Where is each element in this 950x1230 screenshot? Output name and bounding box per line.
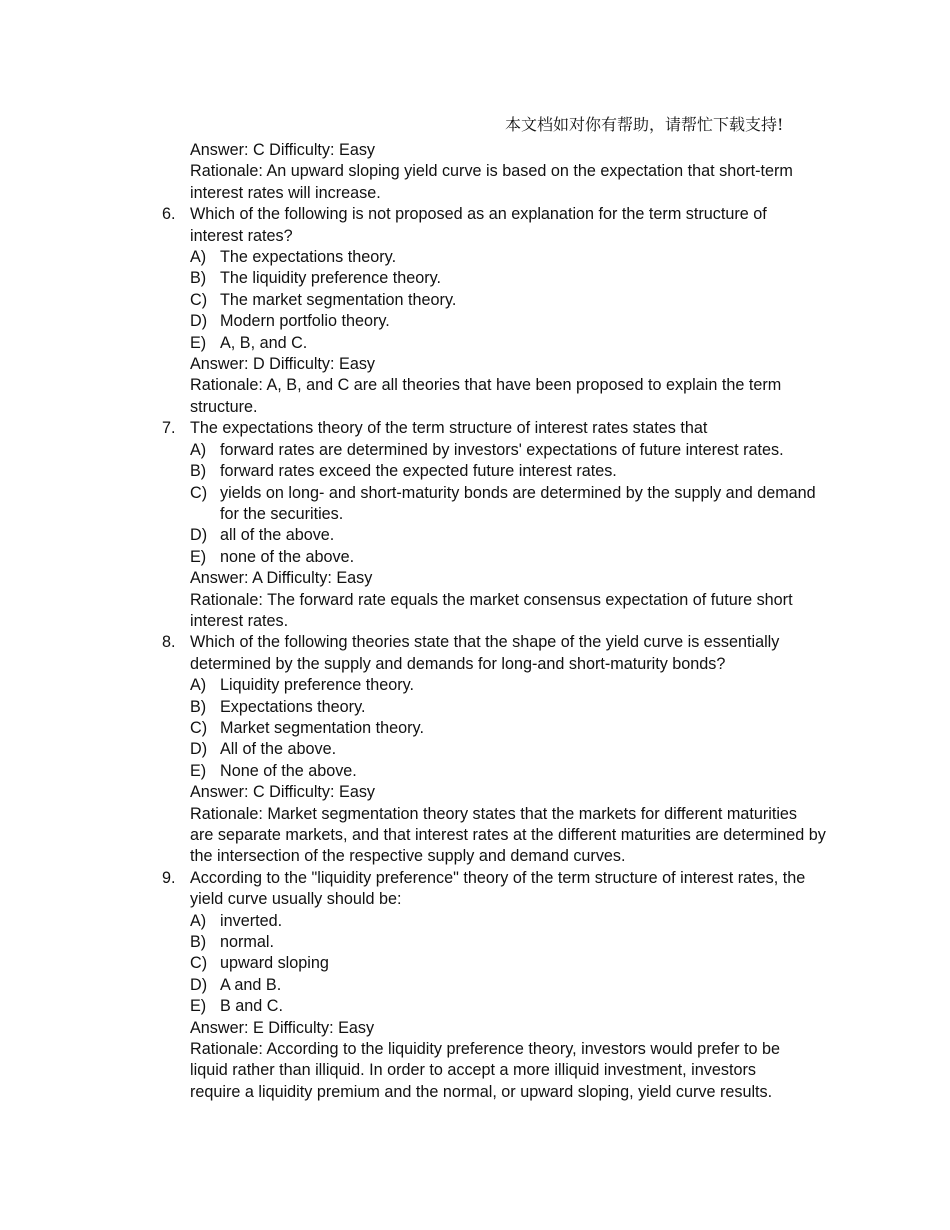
- option-text: The expectations theory.: [220, 248, 397, 267]
- question-text: yield curve usually should be:: [190, 890, 402, 909]
- answer-line: Answer: C Difficulty: Easy: [190, 141, 376, 159]
- question-text: The expectations theory of the term structure of interest rates states that: [190, 419, 708, 438]
- question-text-line: [160, 226, 880, 247]
- option-text: normal.: [220, 933, 274, 952]
- option-letter: A): [190, 676, 207, 695]
- option-text: for the securities.: [220, 504, 344, 523]
- option-letter: D): [190, 312, 208, 331]
- option-line: [160, 739, 880, 760]
- option-line: [160, 525, 880, 546]
- question-block: [160, 418, 880, 632]
- question-number: 9.: [162, 868, 176, 887]
- rationale-line: Rationale: Market segmentation theory states that the markets for different maturities: [190, 804, 798, 823]
- option-letter: C): [190, 290, 208, 309]
- option-line: [160, 953, 880, 974]
- answer-line: Answer: E Difficulty: Easy: [190, 1018, 375, 1037]
- option-text: forward rates exceed the expected future interest rates.: [220, 462, 617, 481]
- option-text: all of the above.: [220, 526, 335, 545]
- rationale-line: interest rates will increase.: [190, 183, 381, 202]
- rationale-line: liquid rather than illiquid. In order to accept a more illiquid investment, investors: [190, 1061, 756, 1080]
- option-letter: C): [190, 483, 208, 502]
- question-text: According to the "liquidity preference" theory of the term structure of interest rates, the: [190, 868, 806, 887]
- question-number: 7.: [162, 419, 176, 438]
- option-line: [160, 761, 880, 782]
- option-line: [160, 268, 880, 289]
- option-line: [160, 975, 880, 996]
- option-letter: C): [190, 718, 208, 737]
- rationale-line: are separate markets, and that interest rates at the different maturities are determined by: [190, 826, 826, 844]
- option-text: none of the above.: [220, 547, 355, 566]
- question-block: [160, 632, 880, 867]
- option-text: Market segmentation theory.: [220, 718, 424, 737]
- option-text: Liquidity preference theory.: [220, 676, 415, 695]
- option-line: [160, 311, 880, 332]
- option-letter: B): [190, 933, 207, 952]
- question-list: [160, 204, 880, 1103]
- document-body: [160, 140, 880, 1103]
- option-letter: A): [190, 911, 207, 930]
- option-letter: D): [190, 740, 208, 759]
- question-block: [160, 868, 880, 1103]
- option-text: inverted.: [220, 911, 283, 930]
- question-block: [160, 204, 880, 418]
- option-line: [160, 675, 880, 696]
- question-text: determined by the supply and demands for long-and short-maturity bonds?: [190, 654, 726, 673]
- rationale-line: Rationale: According to the liquidity preference theory, investors would prefer to be: [190, 1040, 780, 1059]
- option-text: B and C.: [220, 997, 283, 1016]
- option-text: None of the above.: [220, 761, 357, 780]
- option-letter: C): [190, 954, 208, 973]
- option-text: Expectations theory.: [220, 697, 366, 716]
- option-letter: B): [190, 269, 207, 288]
- question-text: Which of the following theories state that the shape of the yield curve is essentially: [190, 633, 780, 652]
- option-line: [160, 718, 880, 739]
- option-line: [160, 547, 880, 568]
- rationale-line: Rationale: An upward sloping yield curve is based on the expectation that short-term: [190, 162, 793, 181]
- option-letter: D): [190, 526, 208, 545]
- option-text: A, B, and C.: [220, 333, 308, 352]
- option-letter: A): [190, 248, 207, 267]
- answer-line: Answer: D Difficulty: Easy: [190, 355, 376, 374]
- question-text: interest rates?: [190, 226, 293, 245]
- option-text: forward rates are determined by investors' expectations of future interest rates.: [220, 440, 784, 459]
- option-letter: E): [190, 761, 207, 780]
- question-text-line: [160, 889, 880, 910]
- question-text-line: [160, 418, 880, 439]
- option-line: [160, 440, 880, 461]
- rationale-line: Rationale: A, B, and C are all theories that have been proposed to explain the term: [190, 376, 782, 395]
- option-text: upward sloping: [220, 954, 329, 973]
- option-line: [160, 483, 880, 504]
- option-line: [160, 697, 880, 718]
- rationale-line: interest rates.: [190, 611, 289, 630]
- option-text: The liquidity preference theory.: [220, 269, 442, 288]
- answer-line: Answer: C Difficulty: Easy: [190, 783, 376, 802]
- question-text-line: [160, 868, 880, 889]
- option-letter: A): [190, 440, 207, 459]
- option-letter: E): [190, 997, 207, 1016]
- rationale-line: Rationale: The forward rate equals the market consensus expectation of future short: [190, 590, 793, 609]
- question-number: 6.: [162, 205, 176, 224]
- option-text: yields on long- and short-maturity bonds are determined by the supply and demand: [220, 483, 816, 502]
- option-line: [160, 996, 880, 1017]
- option-letter: E): [190, 547, 207, 566]
- rationale-line: require a liquidity premium and the normal, or upward sloping, yield curve results.: [190, 1082, 773, 1101]
- option-line: [160, 932, 880, 953]
- previous-question-tail: [160, 140, 880, 204]
- option-line: [160, 911, 880, 932]
- question-text: Which of the following is not proposed as an explanation for the term structure of: [190, 205, 767, 224]
- header-note: 本文档如对你有帮助，请帮忙下载支持!: [505, 115, 784, 134]
- option-line: [160, 461, 880, 482]
- rationale-line: structure.: [190, 397, 258, 416]
- option-letter: B): [190, 697, 207, 716]
- option-text: Modern portfolio theory.: [220, 312, 390, 331]
- option-line: [160, 247, 880, 268]
- option-letter: B): [190, 462, 207, 481]
- option-letter: E): [190, 333, 207, 352]
- option-text: All of the above.: [220, 740, 337, 759]
- rationale-line: the intersection of the respective supply and demand curves.: [190, 847, 626, 866]
- question-text-line: [160, 632, 880, 653]
- option-line: [160, 290, 880, 311]
- option-line: [160, 504, 880, 525]
- option-text: A and B.: [220, 975, 282, 994]
- option-line: [160, 333, 880, 354]
- option-text: The market segmentation theory.: [220, 290, 457, 309]
- option-letter: D): [190, 975, 208, 994]
- question-text-line: [160, 204, 880, 225]
- question-text-line: [160, 654, 880, 675]
- answer-line: Answer: A Difficulty: Easy: [190, 569, 373, 588]
- rationale: [160, 161, 880, 204]
- question-number: 8.: [162, 633, 176, 652]
